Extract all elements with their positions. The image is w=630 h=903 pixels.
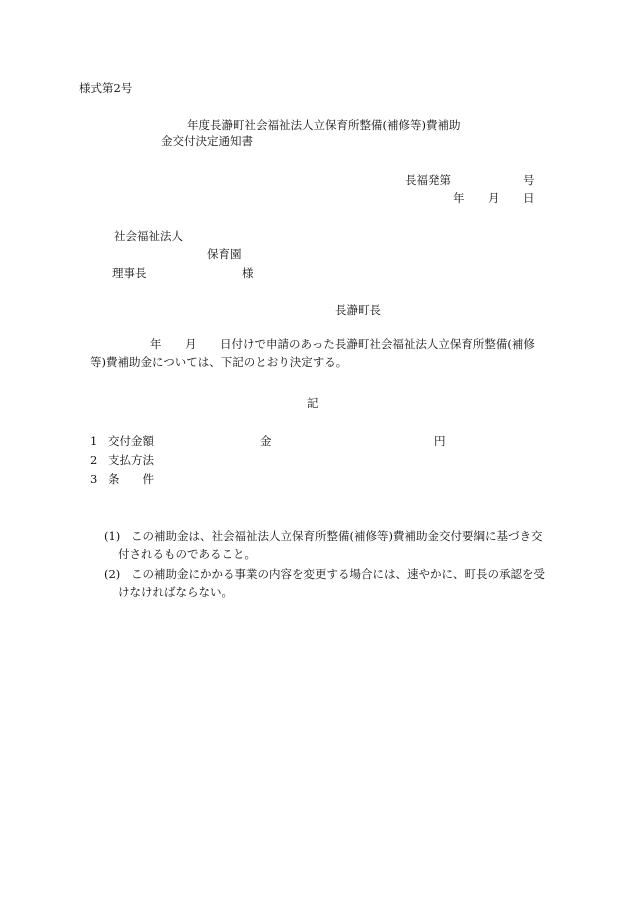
body-text-line2: 等)費補助金については、下記のとおり決定する。 [90,355,348,369]
reference-date-day: 日 [523,191,535,205]
body-date-month: 月 [185,337,197,351]
form-number: 様式第2号 [79,81,133,95]
document-title-line1: 年度長瀞町社会福祉法人立保育所整備(補修等)費補助 [187,118,461,132]
item-label: 交付金額 [108,434,154,448]
recipient-nursery: 保育園 [207,247,242,261]
recipient-honorific: 様 [242,266,254,280]
document-title-line2: 金交付決定通知書 [161,134,253,148]
reference-number-prefix: 長福発第 [405,173,451,187]
item-number: 1 [90,434,98,448]
condition-marker: (1) [104,529,121,543]
condition-text-line1: この補助金にかかる事業の内容を変更する場合には、速やかに、町長の承認を受 [131,567,545,581]
item-amount-prefix: 金 [260,434,272,448]
reference-date-year: 年 [453,191,465,205]
reference-date-month: 月 [488,191,500,205]
item-number: 3 [90,472,98,486]
body-text-line1: 日付けで申請のあった長瀞町社会福祉法人立保育所整備(補修 [220,337,535,351]
issuer-name: 長瀞町長 [335,303,381,317]
condition-marker: (2) [104,567,121,581]
notice-heading: 記 [307,396,319,410]
item-label: 支払方法 [108,453,154,467]
reference-number-suffix: 号 [523,173,535,187]
condition-text-line2: けなければならない。 [118,585,233,599]
body-date-year: 年 [150,337,162,351]
recipient-director: 理事長 [112,266,147,280]
recipient-corporation: 社会福祉法人 [114,229,183,243]
item-label: 条 件 [108,472,154,486]
item-number: 2 [90,453,98,467]
condition-text-line1: この補助金は、社会福祉法人立保育所整備(補修等)費補助金交付要綱に基づき交 [131,529,543,543]
condition-text-line2: 付されるものであること。 [118,547,256,561]
item-amount-unit: 円 [434,434,446,448]
